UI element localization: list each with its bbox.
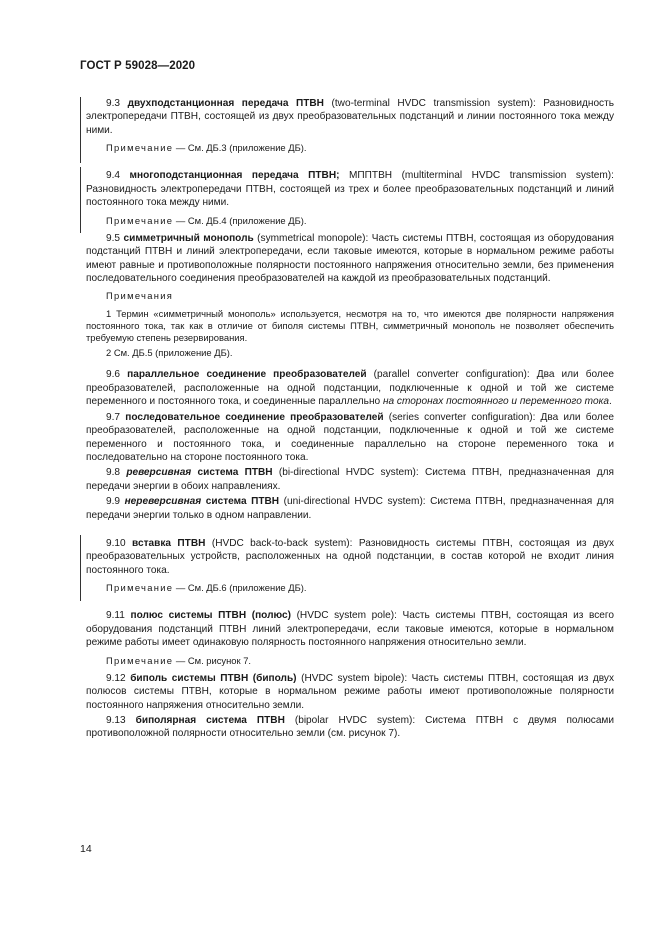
clause-number: 9.7: [106, 411, 121, 423]
definition-text: (uni-directional HVDC system): Система ПТВН, предназначенная для передачи энергии только в одном направлении.: [86, 496, 614, 521]
definition-text: (HVDC system bipole): Часть системы ПТВН, состоящая из двух полюсов системы ПТВН, которые в нормальном режиме работы имеют противоположные полярности постоянного напряжения относительно земли.: [86, 672, 614, 711]
definition-text: (series converter configuration): Два или более преобразователей, расположенные на одной подстанции, подключенные к одной и той же системе переменного и постоянного тока, и соединенные параллельно на стороне переменного тока и последовательно на стороне постоянного тока.: [86, 411, 614, 463]
note-1: 1 Термин «симметричный монополь» используется, несмотря на то, что имеются две полярности напряжения постоянного тока, так как в отличие от биполя системы ПТВН, симметричный монополь не позволяет обеспечить требуемую степень резервирования.: [86, 307, 614, 344]
clause-number: 9.3: [106, 98, 121, 109]
definition-text: (bipolar HVDC system): Система ПТВН с двумя полюсами противоположной полярности относительно земли (см. рисунок 7).: [86, 715, 615, 740]
clause-number: 9.5: [106, 232, 121, 244]
clause-number: 9.11: [106, 610, 125, 622]
section-9-5: [86, 232, 614, 360]
definition-paragraph: [86, 495, 614, 522]
definition-paragraph: [86, 609, 614, 649]
clause-number: 9.9: [106, 496, 121, 508]
term: система ПТВН: [205, 496, 280, 508]
change-bar: [80, 535, 81, 601]
clause-number: 9.12: [106, 672, 126, 684]
term: многоподстанционная передача ПТВН;: [129, 170, 340, 182]
definition-paragraph: [86, 411, 614, 465]
note-text: — См. рисунок 7.: [175, 654, 252, 666]
definition-italic-text: на сторонах постоянного и переменного тока: [382, 396, 609, 408]
note-text: — См. ДБ.6 (приложение ДБ).: [175, 582, 307, 594]
definition-paragraph: [86, 537, 614, 577]
note-text: — См. ДБ.4 (приложение ДБ).: [175, 214, 307, 226]
term: последовательное соединение преобразователей: [125, 411, 384, 423]
definition-text: (two-terminal HVDC transmission system): Разновидность электропередачи ПТВН, состоящей из двух преобразовательных подстанций и линии постоянного тока между ними.: [86, 98, 614, 136]
definition-paragraph: [86, 466, 614, 493]
definition-paragraph: 9.6 параллельное соединение преобразователей (parallel converter configuration): Два или более преобразователей, расположенные на одной подстанции, подключенные к одной и той же системе переменного и постоянного тока, и соединенные параллельно на сторонах постоянного и переменного тока.: [86, 369, 615, 408]
definition-paragraph: [86, 232, 614, 286]
clause-number: 9.10: [106, 537, 126, 549]
definition-paragraph: [86, 672, 614, 712]
definition-text: (symmetrical monopole): Часть системы ПТВН, состоящая из оборудования подстанций ПТВН и линий электропередачи, если таковые имеются, которые в нормальном режиме работы имеют равные и противоположные полярности постоянного напряжения относительно земли, без применения последовательного соединения преобразователей на каждой из преобразовательных подстанций.: [86, 232, 614, 285]
section-9-13: [86, 714, 614, 741]
clause-number: 9.8: [106, 467, 121, 479]
section-9-12: [86, 672, 614, 712]
section-9-8: [86, 466, 614, 493]
note-label: Примечание: [106, 654, 174, 666]
definition-text: (parallel converter configuration): Два или более преобразователей, расположенные на одной подстанции, подключенные к одной и той же системе переменного и постоянного тока, и соединенные параллельно: [86, 369, 615, 408]
definition-paragraph: [86, 97, 614, 137]
clause-number: 9.4: [106, 170, 121, 182]
term: биполярная система ПТВН: [135, 715, 285, 727]
definition-paragraph: [86, 169, 614, 209]
note: [86, 215, 614, 227]
clause-number: 9.13: [106, 715, 126, 727]
notes-label: Примечания: [106, 290, 174, 302]
section-9-6: [86, 368, 614, 408]
section-9-9: [86, 495, 614, 522]
section-9-11: [86, 609, 614, 666]
note-label: Примечание: [106, 582, 174, 594]
term: двухподстанционная передача ПТВН: [127, 98, 324, 109]
clause-number: 9.6: [106, 369, 121, 381]
note-label: Примечание: [106, 214, 174, 226]
note-label: Примечание: [106, 142, 174, 154]
term-italic: нереверсивная: [124, 496, 202, 508]
section-9-7: [86, 411, 614, 465]
document-body: [86, 97, 614, 746]
term: биполь системы ПТВН (биполь): [130, 672, 297, 684]
term-italic: реверсивная: [126, 467, 192, 479]
term: полюс системы ПТВН (полюс): [130, 610, 291, 622]
note: [86, 142, 614, 154]
section-9-4: [86, 169, 614, 226]
definition-paragraph: [86, 714, 614, 741]
definition-text: (bi-directional HVDC system): Система ПТВН, предназначенная для передачи энергии в обоих направлениях.: [86, 467, 614, 492]
definition-text: (HVDC system pole): Часть системы ПТВН, состоящая из всего оборудования подстанций ПТВН линий электропередачи, если таковые имеются, которые в нормальном режиме работы имеет одинаковую полярность постоянного напряжения относительно земли.: [86, 610, 614, 649]
note-2: 2 См. ДБ.5 (приложение ДБ).: [106, 347, 233, 359]
section-9-3: [86, 97, 614, 154]
change-bar: [80, 97, 81, 163]
term: система ПТВН: [197, 467, 273, 479]
page-number: 14: [80, 843, 92, 855]
note-text: — См. ДБ.3 (приложение ДБ).: [175, 142, 307, 154]
section-9-10: [86, 537, 614, 594]
document-header: ГОСТ Р 59028—2020: [80, 60, 196, 72]
term: вставка ПТВН: [132, 537, 206, 549]
change-bar: [80, 167, 81, 233]
definition-text: (HVDC back-to-back system): Разновидность системы ПТВН, состоящая из двух преобразовательных устройств, расположенных на одной подстанции, в состав которой не входит линия постоянного тока.: [86, 537, 614, 576]
definition-text: МППТВН (multiterminal HVDC transmission system): Разновидность электропередачи ПТВН, состоящей из трех и более преобразовательных подстанций и линий постоянного тока между ними.: [86, 170, 614, 209]
note: [86, 582, 614, 594]
term: параллельное соединение преобразователей: [127, 369, 367, 381]
note: [86, 655, 614, 667]
term: симметричный монополь: [123, 232, 254, 244]
